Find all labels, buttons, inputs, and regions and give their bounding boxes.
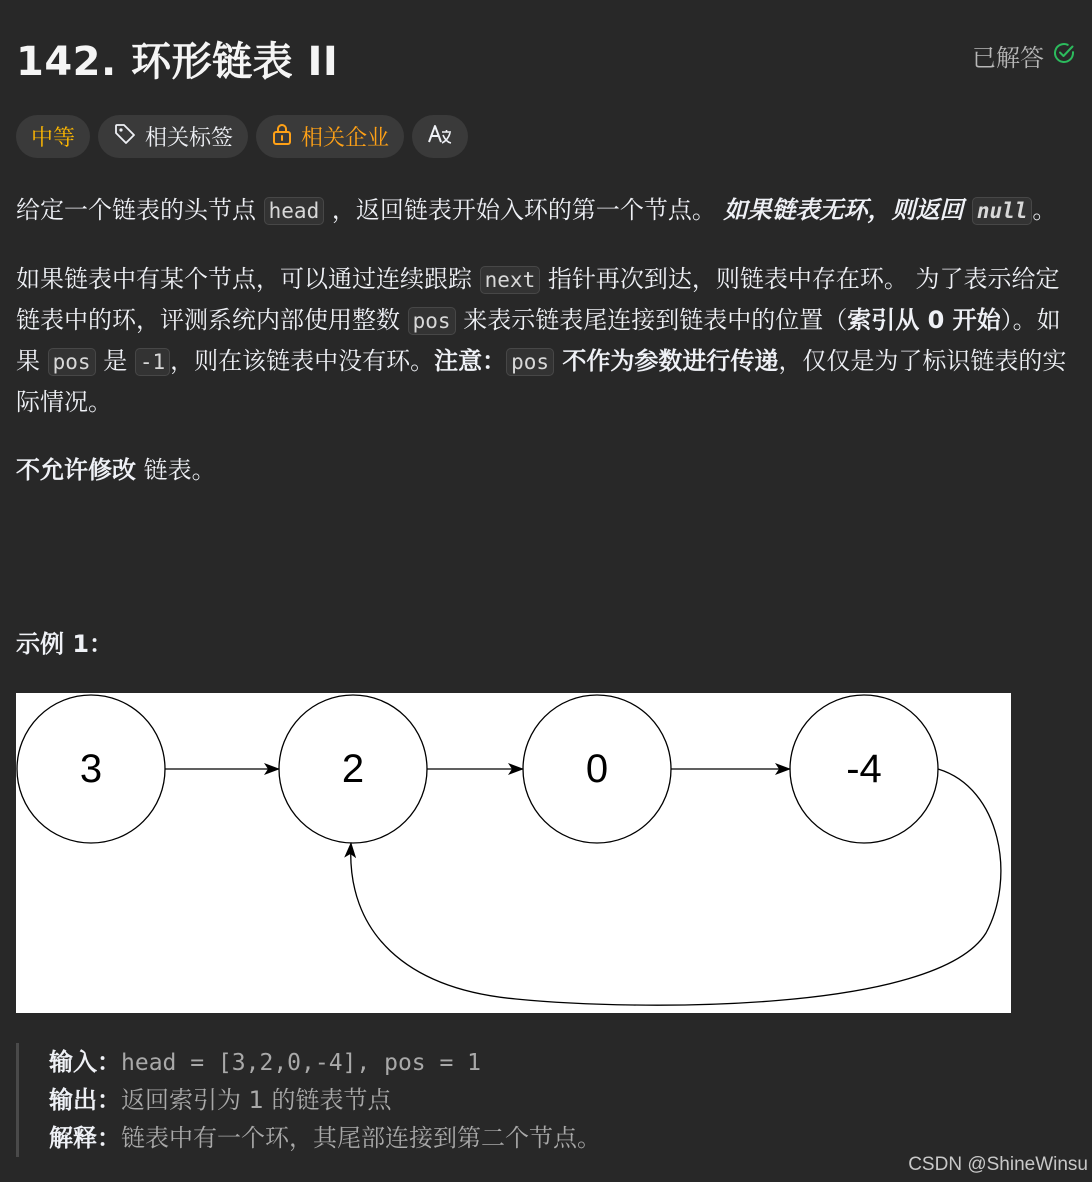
text: 。 <box>1032 196 1057 224</box>
problem-title: 142. 环形链表 II <box>16 39 339 85</box>
linked-list-diagram <box>16 693 1011 1013</box>
text: ，仅仅是为了标识链表的实际情况。 <box>16 347 1067 416</box>
input-value: head = [3,2,0,-4], pos = 1 <box>121 1050 482 1076</box>
diagram-svg <box>16 693 1011 1013</box>
code-pos: pos <box>48 348 96 376</box>
difficulty-badge[interactable] <box>16 115 90 158</box>
example-output <box>49 1081 916 1119</box>
check-circle-icon <box>1052 41 1076 71</box>
text: 链表。 <box>136 456 216 484</box>
bold-text: 索引从 0 开始 <box>847 306 1001 334</box>
explanation-label: 解释： <box>49 1124 121 1152</box>
bold-text: 不作为参数进行传递 <box>554 347 779 375</box>
solved-label: 已解答 <box>972 44 1044 72</box>
code-pos: pos <box>506 348 554 376</box>
related-companies-button[interactable] <box>256 115 404 158</box>
note-label: 注意： <box>434 347 507 375</box>
related-topics-button[interactable] <box>98 115 248 158</box>
solved-status[interactable] <box>972 38 1076 73</box>
node-label: 2 <box>341 747 365 791</box>
tag-bar <box>16 115 468 158</box>
translate-icon <box>427 122 453 152</box>
lock-icon <box>271 122 293 152</box>
translate-button[interactable] <box>412 115 468 158</box>
description-paragraph-1 <box>16 190 1076 231</box>
related-companies-label: 相关企业 <box>301 126 390 151</box>
description-paragraph-2 <box>16 259 1076 422</box>
input-label: 输入： <box>49 1048 121 1076</box>
text: ，返回链表开始入环的第一个节点。 <box>324 196 724 224</box>
explanation-value: 链表中有一个环，其尾部连接到第二个节点。 <box>121 1124 601 1152</box>
problem-description <box>16 190 1076 490</box>
output-value: 返回索引为 1 的链表节点 <box>121 1086 392 1114</box>
difficulty-label: 中等 <box>31 126 76 151</box>
italic-text: 如果链表无环，则返回 <box>723 196 972 224</box>
text: 是 <box>95 347 135 375</box>
code-next: next <box>480 266 541 294</box>
text: ，则在该链表中没有环。 <box>170 347 435 375</box>
node-label: 0 <box>585 747 609 791</box>
output-label: 输出： <box>49 1086 121 1114</box>
example-title: 示例 1： <box>16 630 114 658</box>
text: ）。如果 <box>16 306 1061 375</box>
example-io-block <box>16 1043 916 1157</box>
node-label: -4 <box>846 747 882 791</box>
tag-icon <box>113 122 137 152</box>
title-row <box>16 28 1076 88</box>
text: 给定一个链表的头节点 <box>16 196 264 224</box>
code-negative-one: -1 <box>135 348 170 376</box>
text: 如果链表中有某个节点，可以通过连续跟踪 <box>16 265 480 293</box>
code-pos: pos <box>408 307 456 335</box>
code-null: null <box>972 197 1033 225</box>
node-label: 3 <box>79 747 103 791</box>
code-head: head <box>264 197 325 225</box>
description-paragraph-3 <box>16 450 1076 490</box>
bold-text: 不允许修改 <box>16 456 136 484</box>
watermark: CSDN @ShineWinsu <box>908 1154 1088 1175</box>
text: 指针再次到达，则链表中存在环。 为了表示给定链表中的环，评测系统内部使用整数 <box>16 265 1060 334</box>
related-topics-label: 相关标签 <box>145 126 234 151</box>
example-input <box>49 1043 916 1081</box>
text: 来表示链表尾连接到链表中的位置（ <box>455 306 848 334</box>
example-explanation <box>49 1119 916 1157</box>
